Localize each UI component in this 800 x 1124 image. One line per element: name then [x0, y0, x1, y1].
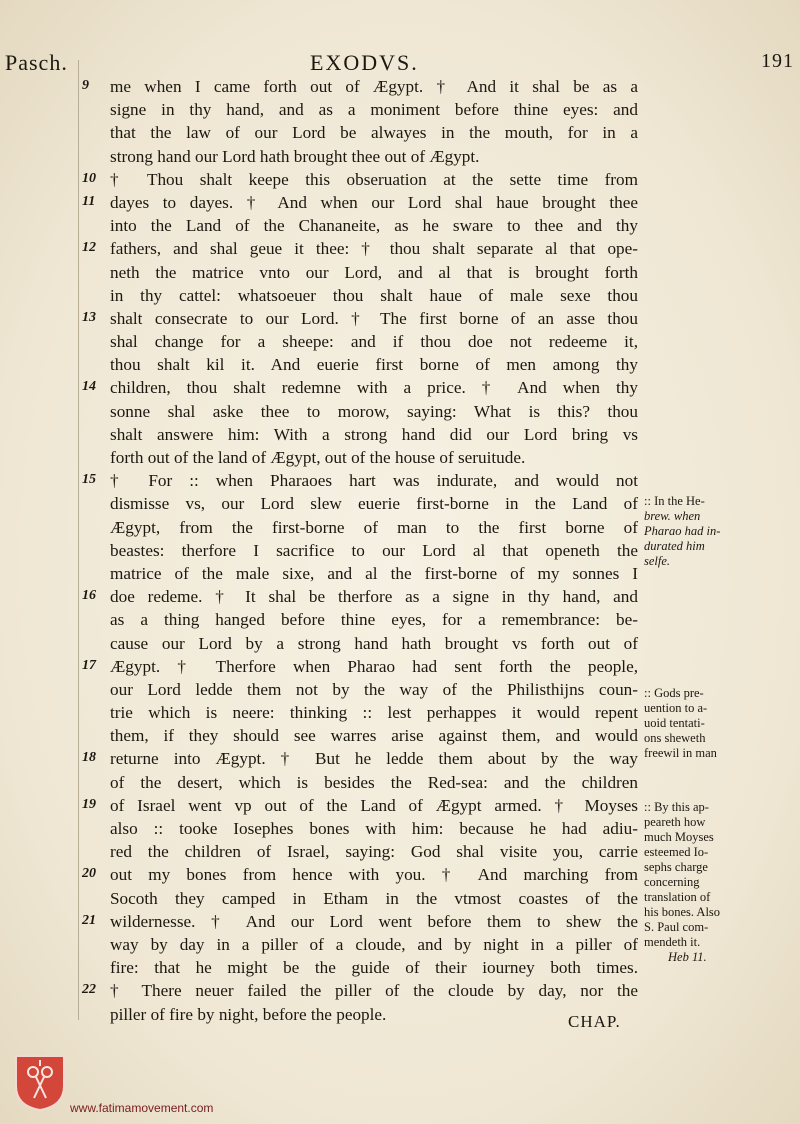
line-text: in thy cattel: whatsoeuer thou shalt haue of male sexe thou	[110, 285, 638, 305]
text-line	[0, 608, 800, 631]
text-line	[0, 214, 800, 237]
text-line	[0, 353, 800, 376]
text-line	[0, 75, 800, 98]
verse-number: 11	[82, 193, 96, 209]
note-line: sephs charge	[644, 860, 708, 874]
line-text: returne into Ægypt. † But he ledde them about by the way	[110, 749, 638, 769]
text-line	[0, 771, 800, 794]
note-line: Pharao had in-	[644, 524, 721, 538]
papal-seal-icon	[12, 1052, 68, 1112]
line-text: forth out of the land of Ægypt, out of the house of seruitude.	[110, 448, 526, 467]
line-text: them, if they should see warres arise against them, and would	[110, 726, 638, 746]
line-text: out my bones from hence with you. † And marching from	[110, 865, 638, 885]
line-text: beastes: therfore I sacrifice to our Lord al that openeth the	[110, 540, 638, 560]
line-text: shalt consecrate to our Lord. † The first borne of an asse thou	[110, 308, 638, 328]
text-line	[0, 261, 800, 284]
note-line: brew. when	[644, 509, 701, 523]
text-line	[0, 585, 800, 608]
line-text: dayes to dayes. † And when our Lord shal haue brought thee	[110, 192, 638, 212]
page-number: 191	[761, 50, 794, 72]
line-text: shalt answere him: With a strong hand did our Lord bring vs	[110, 424, 638, 444]
note-line: ons sheweth	[644, 731, 706, 745]
line-text: of Israel went vp out of the Land of Ægypt armed. † Moyses	[110, 795, 638, 815]
text-line	[0, 121, 800, 144]
line-text: † Thou shalt keepe this obseruation at the sette time from	[110, 169, 638, 189]
line-text: strong hand our Lord hath brought thee out of Ægypt.	[110, 146, 480, 166]
text-line	[0, 469, 800, 492]
text-line	[0, 423, 800, 446]
text-line	[0, 446, 800, 469]
line-text: wildernesse. † And our Lord went before them to shew the	[110, 911, 638, 931]
line-text: trie which is neere: thinking :: lest perhappes it would repent	[110, 703, 638, 723]
line-text: Ægypt, from the first-borne of man to the first borne of	[110, 517, 638, 537]
note-line: freewil in man	[644, 746, 717, 760]
line-text: as a thing hanged before thine eyes, for a remembrance: be-	[110, 610, 638, 630]
verse-number: 18	[82, 750, 96, 766]
line-text: † There neuer failed the piller of the cloude by day, nor the	[110, 981, 638, 1001]
verse-number: 10	[82, 170, 96, 186]
text-line	[0, 376, 800, 399]
line-text: thou shalt kil it. And euerie first borne of men among thy	[110, 355, 638, 375]
note-line: Heb 11.	[668, 950, 707, 964]
verse-number: 14	[82, 379, 96, 395]
verse-number: 20	[82, 866, 96, 882]
text-line	[0, 330, 800, 353]
note-line: his bones. Also	[644, 905, 721, 919]
running-head-left: Pasch.	[5, 50, 68, 75]
line-text: fire: that he might be the guide of their iourney both times.	[110, 958, 638, 978]
text-line	[0, 632, 800, 655]
line-text: red the children of Israel, saying: God shal visite you, carrie	[110, 842, 638, 862]
line-text: into the Land of the Chananeite, as he sware to thee and thy	[110, 216, 638, 236]
text-line	[0, 145, 800, 168]
line-text: our Lord ledde them not by the way of the Philisthijns coun-	[110, 679, 638, 699]
line-text: children, thou shalt redemne with a price. † And when thy	[110, 378, 638, 398]
note-line: uention to a-	[644, 701, 708, 715]
note-line: translation of	[644, 890, 711, 904]
text-line	[0, 655, 800, 678]
verse-number: 16	[82, 588, 96, 604]
note-line: mendeth it.	[644, 935, 701, 949]
margin-note-2	[644, 686, 794, 761]
line-text: † For :: when Pharaoes hart was indurate, and would not	[110, 471, 638, 491]
text-line	[0, 168, 800, 191]
line-text: also :: tooke Iosephes bones with him: because he had adiu-	[110, 819, 638, 838]
line-text: piller of fire by night, before the people.	[110, 1004, 387, 1024]
verse-number: 12	[82, 240, 96, 256]
line-text: fathers, and shal geue it thee: † thou shalt separate al that ope-	[110, 239, 638, 259]
text-line	[0, 237, 800, 260]
line-text: cause our Lord by a strong hand hath brought vs forth out of	[110, 633, 638, 653]
note-line: uoid tentati-	[644, 716, 705, 730]
note-line: S. Paul com-	[644, 920, 709, 934]
text-line	[0, 400, 800, 423]
note-line: :: By this ap-	[644, 800, 709, 814]
line-text: sonne shal aske thee to morow, saying: What is this? thou	[110, 401, 638, 421]
note-line: durated him	[644, 539, 705, 553]
running-head-title: EXODVS.	[310, 50, 419, 75]
line-text: doe redeme. † It shal be therfore as a signe in thy hand, and	[110, 587, 638, 607]
verse-number: 17	[82, 657, 96, 673]
note-line: selfe.	[644, 554, 671, 568]
note-line: concerning	[644, 875, 700, 889]
verse-number: 22	[82, 982, 96, 998]
line-text: of the desert, which is besides the Red-sea: and the children	[110, 772, 638, 792]
text-line	[0, 307, 800, 330]
text-line	[0, 191, 800, 214]
line-text: shal change for a sheepe: and if thou doe not redeeme it,	[110, 332, 638, 352]
verse-number: 15	[82, 472, 96, 488]
line-text: me when I came forth out of Ægypt. † And it shal be as a	[110, 77, 638, 96]
footer-url-link[interactable]: www.fatimamovement.com	[70, 1101, 214, 1115]
verse-number: 21	[82, 912, 96, 928]
text-line	[0, 1003, 800, 1026]
text-line	[0, 979, 800, 1002]
line-text: signe in thy hand, and as a moniment before thine eyes: and	[110, 100, 638, 120]
text-line	[0, 284, 800, 307]
margin-note-1	[644, 494, 794, 569]
line-text: way by day in a piller of a cloude, and by night in a piller of	[110, 934, 638, 954]
line-text: matrice of the male sixe, and al the first-borne of my sonnes I	[110, 563, 638, 583]
line-text: Socoth they camped in Etham in the vtmost coastes of the	[110, 888, 638, 908]
note-line: peareth how	[644, 815, 706, 829]
verse-number: 13	[82, 309, 96, 325]
line-text: dismisse vs, our Lord slew euerie first-borne in the Land of	[110, 494, 638, 514]
line-text: Ægypt. † Therfore when Pharao had sent forth the people,	[110, 656, 638, 676]
verse-number: 9	[82, 78, 89, 93]
note-line: :: Gods pre-	[644, 686, 704, 700]
verse-number: 19	[82, 796, 96, 812]
line-text: that the law of our Lord be alwayes in the mouth, for in a	[110, 123, 638, 143]
text-line	[0, 98, 800, 121]
note-line: esteemed Io-	[644, 845, 709, 859]
catchword: CHAP.	[568, 1012, 621, 1031]
note-line: much Moyses	[644, 830, 714, 844]
margin-note-3	[644, 800, 794, 965]
line-text: neth the matrice vnto our Lord, and al that is brought forth	[110, 262, 638, 282]
note-line: :: In the He-	[644, 494, 705, 508]
